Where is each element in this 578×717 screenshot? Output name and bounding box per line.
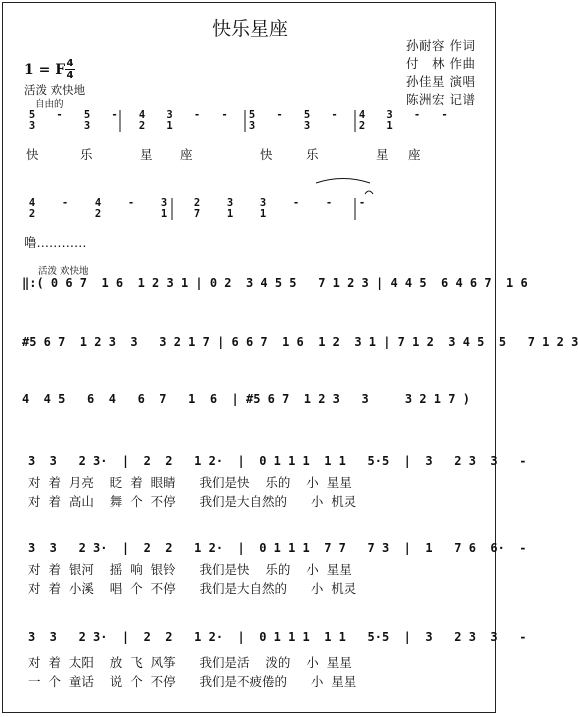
- tie-mark: [316, 179, 370, 184]
- chord-top: -: [276, 109, 283, 121]
- composer-credit: 付 林 作曲: [406, 56, 476, 71]
- verse-1-notes: 3 3 2 3· | 2 2 1 2· | 0 1 1 1 1 1 5·5 | 3 2 3 3 -: [28, 454, 527, 468]
- rubato-marking: 自由的: [35, 99, 64, 110]
- chord-top: -: [292, 197, 300, 209]
- chord-bottom: 3: [248, 120, 256, 132]
- intro-lyric-char: 乐: [306, 147, 319, 162]
- intro-lyric-char: 快: [26, 147, 39, 162]
- verse-2-lyric-a: 对 着 银河 摇 响 银铃 我们是快 乐的 小 星星: [28, 562, 352, 577]
- chord-top: 3: [160, 197, 168, 209]
- chord-bottom: 2: [94, 208, 102, 220]
- chord-bottom: 3: [303, 120, 311, 132]
- verse-1-lyric-a: 对 着 月亮 眨 着 眼睛 我们是快 乐的 小 星星: [28, 475, 352, 490]
- chord-top: -: [111, 109, 118, 121]
- time-signature-top: 4: [66, 58, 74, 69]
- chord-top: -: [331, 109, 338, 121]
- song-title: 快乐星座: [211, 18, 288, 40]
- chord-top: 3: [166, 109, 173, 121]
- chord-top: -: [193, 109, 201, 121]
- chord-bottom: 2: [138, 120, 146, 132]
- chord-top: 5: [248, 109, 256, 121]
- chord-top: 5: [83, 109, 91, 121]
- chord-top: 3: [259, 197, 267, 209]
- transcriber-credit: 陈洲宏 记谱: [406, 92, 476, 107]
- verse-2-lyric-b: 对 着 小溪 唱 个 不停 我们是大自然的 小 机灵: [28, 581, 357, 596]
- intro-lyric-char: 座: [180, 147, 193, 162]
- chord-top: -: [441, 109, 448, 121]
- verse-3-lyric-b: 一 个 童话 说 个 不停 我们是不疲倦的 小 星星: [28, 674, 357, 689]
- chord-top: -: [127, 197, 135, 209]
- tempo-marking: 活泼 欢快地: [24, 83, 86, 97]
- intro-lyric-char: 乐: [80, 147, 93, 162]
- instrumental-line-3: 4 4 5 6 4 6 7 1 6 | #5 6 7 1 2 3 3 3 2 1 7 ): [22, 392, 470, 406]
- chord-top: -: [221, 109, 228, 121]
- chord-top: 4: [138, 109, 146, 121]
- chord-top: 5: [28, 109, 36, 121]
- key-signature: 1 = F: [24, 62, 66, 78]
- verse-2-notes: 3 3 2 3· | 2 2 1 2· | 0 1 1 1 7 7 7 3 | 1 7 6 6· -: [28, 541, 527, 555]
- instrumental-line-1: ‖:( 0 6 7 1 6 1 2 3 1 | 0 2 3 4 5 5 7 1 2 3 | 4 4 5 6 4 6 7 1 6: [22, 276, 528, 290]
- instrumental-line-2: #5 6 7 1 2 3 3 3 2 1 7 | 6 6 7 1 6 1 2 3 1 | 7 1 2 3 4 5 5 7 1 2 3: [22, 335, 578, 349]
- chord-bottom: 7: [193, 208, 201, 220]
- lyricist-credit: 孙耐容 作词: [406, 38, 476, 53]
- singer-credit: 孙佳星 演唱: [406, 74, 476, 89]
- chord-top: -: [325, 197, 333, 209]
- verse-3-notes: 3 3 2 3· | 2 2 1 2· | 0 1 1 1 1 1 5·5 | 3 2 3 3 -: [28, 630, 527, 644]
- chord-top: 3: [386, 109, 393, 121]
- chord-top: -: [61, 197, 69, 209]
- chord-top: 4: [358, 109, 366, 121]
- chord-top: 3: [226, 197, 234, 209]
- chord-top: -: [413, 109, 421, 121]
- intro-lyric-char: 星: [376, 147, 389, 162]
- intro-lyric-char: 快: [260, 147, 273, 162]
- chord-bottom: 1: [160, 208, 168, 220]
- chord-bottom: 1: [259, 208, 267, 220]
- tempo-marking-2: 活泼 欢快地: [38, 266, 89, 277]
- chord-top: 2: [193, 197, 201, 209]
- chord-bottom: 3: [28, 120, 36, 132]
- intro-lyric-char: 星: [140, 147, 153, 162]
- chord-top: 5: [303, 109, 311, 121]
- chord-top: -: [56, 109, 63, 121]
- time-signature-bottom: 4: [66, 70, 74, 81]
- chord-bottom: 2: [358, 120, 366, 132]
- chord-top: -: [358, 197, 366, 209]
- verse-3-lyric-a: 对 着 太阳 放 飞 风筝 我们是活 泼的 小 星星: [28, 655, 352, 670]
- fermata-mark: [365, 191, 373, 194]
- chord-bottom: 1: [166, 120, 173, 132]
- chord-bottom: 1: [226, 208, 234, 220]
- chord-bottom: 1: [386, 120, 393, 132]
- intro-lyric-char: 座: [408, 147, 421, 162]
- intro-lyrics-2: 噜…………: [24, 235, 87, 250]
- chord-top: 4: [94, 197, 102, 209]
- chord-bottom: 2: [28, 208, 36, 220]
- chord-top: 4: [28, 197, 36, 209]
- verse-1-lyric-b: 对 着 高山 舞 个 不停 我们是大自然的 小 机灵: [28, 494, 357, 509]
- chord-bottom: 3: [83, 120, 91, 132]
